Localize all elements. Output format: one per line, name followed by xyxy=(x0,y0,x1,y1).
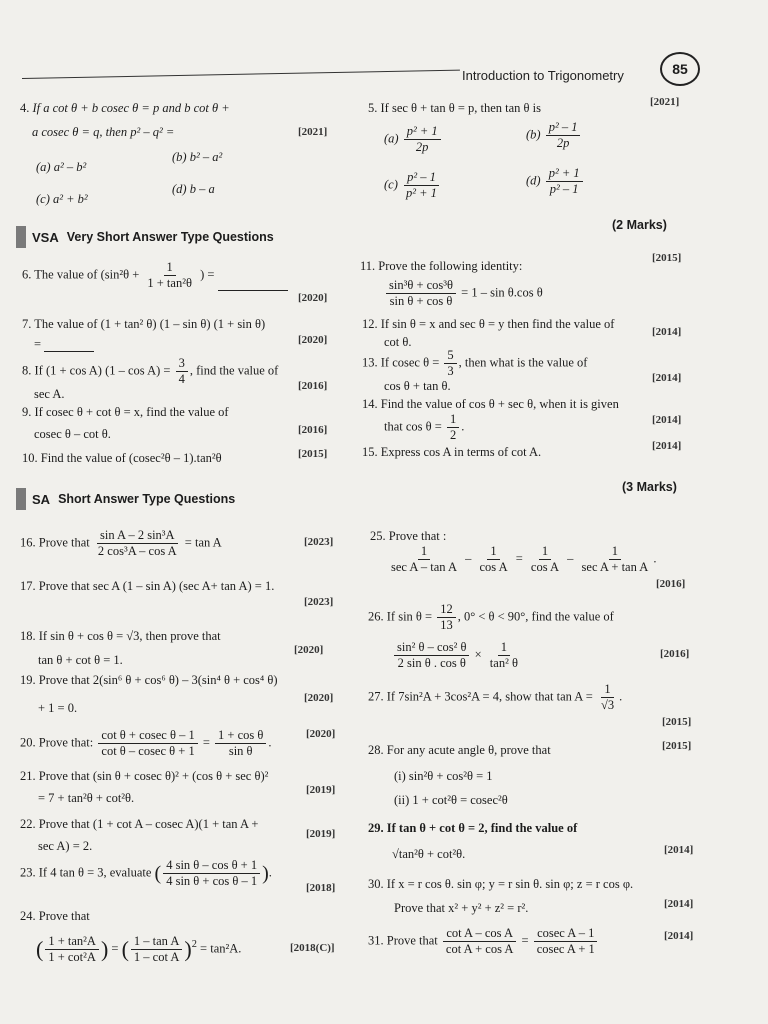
q12-year: [2014] xyxy=(652,326,682,338)
section-title: Short Answer Type Questions xyxy=(58,492,236,506)
q5-year: [2021] xyxy=(650,96,680,108)
q21-line2: = 7 + tan²θ + cot²θ. xyxy=(38,791,135,805)
q8-line2: sec A. xyxy=(34,387,65,401)
q17-text: 17. Prove that sec A (1 – sin A) (sec A+ tan A) = 1. xyxy=(20,579,275,593)
q7-text: 7. The value of (1 + tan² θ) (1 – sin θ) (1 + sin θ) xyxy=(22,317,266,331)
q29-text: 29. If tan θ + cot θ = 2, find the value of xyxy=(368,821,578,835)
q13-line2: cos θ + tan θ. xyxy=(384,379,451,393)
q24-year: [2018(C)] xyxy=(290,942,335,954)
q31-text: 31. Prove that $\frac{\text{cot A – cos A}}{\text{cot A + cos A}}$ = $\frac{\text{cosec A – 1}}{\text{cosec A + 1}}$ xyxy=(368,926,600,957)
q17-year: [2023] xyxy=(304,596,334,608)
q23-text: 23. If 4 tan θ = 3, evaluate ( $\frac{\text{4 sin θ – cos θ + 1}}{\text{4 sin θ + cos θ – 1}}$ ). xyxy=(20,858,272,888)
q24-formula: ( $\frac{\text{1 + tan²A}}{\text{1 + cot²A}}$ ) = ( $\frac{\text{1 – tan A}}{\text{1 – cot A}}$ )$^2$ = tan²A. xyxy=(36,934,242,964)
q27-text: 27. If 7sin²A + 3cos²A = 4, show that tan A = $\frac{1}{√3}$ . xyxy=(368,682,623,712)
q4-option-b: (b) b² – a² xyxy=(172,150,223,164)
q8-year: [2016] xyxy=(298,380,328,392)
q25-text: 25. Prove that : xyxy=(370,529,447,543)
q10-year: [2015] xyxy=(298,448,328,460)
q28-part-ii: (ii) 1 + cot²θ = cosec²θ xyxy=(394,793,508,807)
q26-expression: $\frac{\text{sin² θ – cos² θ}}{\text{2 sin θ . cos θ}}$ × $\frac{1}{\text{tan² θ}}$ xyxy=(392,640,523,671)
q14-line2: that cos θ = $\frac{1}{2}$ . xyxy=(384,412,465,442)
blank-line xyxy=(218,290,288,291)
q19-text: 19. Prove that 2(sin⁶ θ + cos⁶ θ) – 3(sin⁴ θ + cos⁴ θ) xyxy=(20,673,278,687)
q7-line2: = xyxy=(34,336,94,352)
q27-year: [2015] xyxy=(662,716,692,728)
sa-section-header xyxy=(16,488,235,510)
q28-year: [2015] xyxy=(662,740,692,752)
q22-text: 22. Prove that (1 + cot A – cosec A)(1 + tan A + xyxy=(20,817,259,831)
q19-year: [2020] xyxy=(304,692,334,704)
q26-year: [2016] xyxy=(660,648,690,660)
q26-text: 26. If sin θ = $\frac{12}{13}$ , 0° < θ < 90°, find the value of xyxy=(368,602,614,632)
q28-text: 28. For any acute angle θ, prove that xyxy=(368,743,551,757)
q29-year: [2014] xyxy=(664,844,694,856)
section-tag: VSA xyxy=(32,229,59,245)
q12-text: 12. If sin θ = x and sec θ = y then find the value of xyxy=(362,317,615,331)
q7-year: [2020] xyxy=(298,334,328,346)
q19-line2: + 1 = 0. xyxy=(38,701,78,715)
q10-text: 10. Find the value of (cosec²θ – 1).tan²θ xyxy=(22,451,222,465)
q21-year: [2019] xyxy=(306,784,336,796)
q5-option-a: (a) $\frac{\text{p² + 1}}{2p}$ xyxy=(384,124,443,155)
q21-text: 21. Prove that (sin θ + cosec θ)² + (cos θ + sec θ)² xyxy=(20,769,269,783)
q14-year: [2014] xyxy=(652,414,682,426)
q18-line2: tan θ + cot θ = 1. xyxy=(38,653,123,667)
q20-text: 20. Prove that: $\frac{\text{cot θ + cosec θ – 1}}{\text{cot θ – cosec θ + 1}}$ = $\frac{\text{1 + cos θ}}{\text{sin θ}}$ . xyxy=(20,728,272,758)
q13-text: 13. If cosec θ = $\frac{5}{3}$ , then what is the value of xyxy=(362,348,588,378)
q16-year: [2023] xyxy=(304,536,334,548)
q5-text: 5. If sec θ + tan θ = p, then tan θ is xyxy=(368,101,541,115)
q5-option-d: (d) $\frac{\text{p² + 1}}{\text{p² – 1}}$ xyxy=(526,166,585,197)
q12-line2: cot θ. xyxy=(384,335,412,349)
q31-year: [2014] xyxy=(664,930,694,942)
q23-year: [2018] xyxy=(306,882,336,894)
section-tag: SA xyxy=(32,491,51,507)
q11-text: 11. Prove the following identity: xyxy=(360,259,523,273)
q5-option-b: (b) $\frac{\text{p² – 1}}{2p}$ xyxy=(526,120,582,151)
page-number: 85 xyxy=(660,52,700,86)
q22-year: [2019] xyxy=(306,828,336,840)
q18-year: [2020] xyxy=(294,644,324,656)
q11-identity: $\frac{\text{sin³θ + cos³θ}}{\text{sin θ + cos θ}}$ = 1 – sin θ.cos θ xyxy=(384,278,543,309)
q18-text: 18. If sin θ + cos θ = √3, then prove that xyxy=(20,629,221,643)
q24-text: 24. Prove that xyxy=(20,909,90,923)
section-marker xyxy=(16,488,26,510)
q25-year: [2016] xyxy=(656,578,686,590)
q15-year: [2014] xyxy=(652,440,682,452)
header-rule xyxy=(22,70,460,79)
section-title: Very Short Answer Type Questions xyxy=(66,230,274,244)
q14-text: 14. Find the value of cos θ + sec θ, when it is given xyxy=(362,397,619,411)
q30-text: 30. If x = r cos θ. sin φ; y = r sin θ. sin φ; z = r cos φ. xyxy=(368,877,634,891)
q4-line2: a cosec θ = q, then p² – q² = xyxy=(32,125,175,139)
q9-year: [2016] xyxy=(298,424,328,436)
q6-year: [2020] xyxy=(298,292,328,304)
sa-marks: (3 Marks) xyxy=(622,480,677,494)
q4-year: [2021] xyxy=(298,126,328,138)
chapter-title: Introduction to Trigonometry xyxy=(462,68,624,83)
q11-year: [2015] xyxy=(652,252,682,264)
q30-line2: Prove that x² + y² + z² = r². xyxy=(394,901,529,915)
blank-line xyxy=(44,351,94,352)
q8-text: 8. If (1 + cos A) (1 – cos A) = $\frac{3}{4}$ , find the value of xyxy=(22,356,279,386)
q5-option-c: (c) $\frac{\text{p² – 1}}{\text{p² + 1}}$ xyxy=(384,170,437,200)
vsa-section-header xyxy=(16,226,274,248)
q29-line2: √tan²θ + cot²θ. xyxy=(392,847,466,861)
q4-option-d: (d) b – a xyxy=(172,182,215,196)
q30-year: [2014] xyxy=(664,898,694,910)
q22-line2: sec A) = 2. xyxy=(38,839,93,853)
q16-text: 16. Prove that $\frac{\text{sin A – 2 sin³A}}{\text{2 cos³A – cos A}}$ = tan A xyxy=(20,528,222,558)
q4-line1: 4. If a cot θ + b cosec θ = p and b cot θ + xyxy=(20,101,230,115)
vsa-marks: (2 Marks) xyxy=(612,218,667,232)
q9-line2: cosec θ – cot θ. xyxy=(34,427,111,441)
q13-year: [2014] xyxy=(652,372,682,384)
q20-year: [2020] xyxy=(306,728,336,740)
q6-text: 6. The value of (sin²θ + $\frac{1}{\text{1 + tan²θ}}$ ) = xyxy=(22,260,288,291)
q28-part-i: (i) sin²θ + cos²θ = 1 xyxy=(394,769,493,783)
q4-option-a: (a) a² – b² xyxy=(36,160,87,174)
q15-text: 15. Express cos A in terms of cot A. xyxy=(362,445,542,459)
q25-identity: $\frac{1}{\text{sec A – tan A}}$ – $\frac{1}{\text{cos A}}$ = $\frac{1}{\text{cos A}}$ – $\frac{1}{\text{sec A + tan A}}$ . xyxy=(391,544,657,574)
q9-text: 9. If cosec θ + cot θ = x, find the value of xyxy=(22,405,229,419)
q4-option-c: (c) a² + b² xyxy=(36,192,88,206)
section-marker xyxy=(16,226,26,248)
